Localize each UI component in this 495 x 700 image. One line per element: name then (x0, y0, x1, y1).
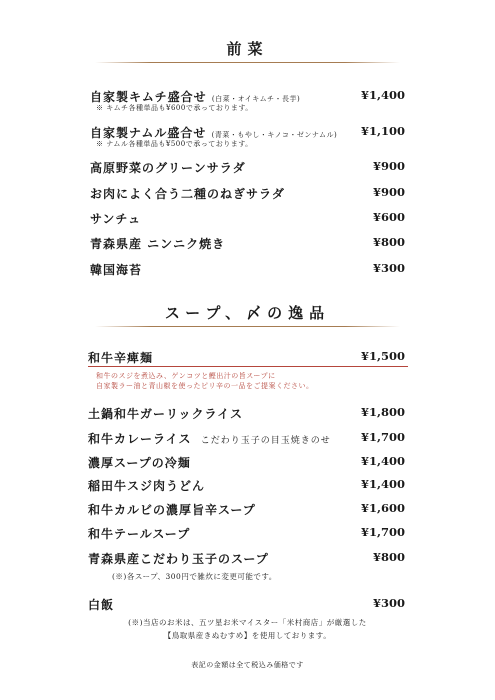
item-price: ¥1,800 (360, 405, 405, 419)
menu-item-name: 稲田牛スジ肉うどん (88, 479, 206, 493)
menu-item-name: 土鍋和牛ガーリックライス (88, 407, 244, 421)
menu-item-name: 青森県産こだわり玉子のスープ (88, 552, 269, 566)
menu-item-name: 濃厚スープの冷麺 (88, 456, 191, 470)
item-note: ※ ナムル各種単品も¥500で承っております。 (96, 140, 253, 148)
item-name-text: 自家製ナムル盛合せ (90, 126, 207, 140)
item-price: ¥1,400 (360, 477, 405, 491)
rice-price: ¥300 (372, 596, 405, 610)
soup-note: (※)各スープ、300円で雑炊に変更可能です。 (112, 572, 277, 581)
menu-item-name: 和牛テールスープ (88, 527, 191, 541)
item-name-text: 和牛カレーライス (88, 432, 192, 446)
featured-description: 和牛のスジを煮込み、ゲンコツと鰹出汁の旨スープに (96, 372, 276, 380)
menu-item-name: お肉によく合う二種のねぎサラダ (90, 187, 285, 201)
item-sub-text: (青菜・もやし・キノコ・ゼンナムル) (211, 131, 338, 139)
menu-item-name (88, 430, 331, 447)
item-price: ¥600 (372, 210, 405, 224)
menu-item-name: 青森県産 ニンニク焼き (90, 237, 226, 251)
item-price: ¥800 (372, 235, 405, 249)
featured-underline (88, 366, 408, 367)
item-name-text: 自家製キムチ盛合せ (90, 90, 207, 104)
featured-item-price: ¥1,500 (360, 349, 405, 363)
section-title-appetizers: 前菜 (226, 40, 269, 58)
menu-item-name: 和牛カルビの濃厚旨辛スープ (88, 503, 256, 517)
menu-item-name: 高原野菜のグリーンサラダ (90, 161, 246, 175)
item-sub-text: こだわり玉子の目玉焼きのせ (200, 436, 331, 446)
section-divider (95, 326, 400, 327)
section-title-soups: スープ、〆の逸品 (164, 304, 331, 322)
item-price: ¥300 (372, 261, 405, 275)
rice-note: (※)当店のお米は、五ツ星お米マイスター「米村商店」が厳選した (128, 618, 367, 627)
rice-name: 白飯 (88, 598, 115, 612)
item-price: ¥1,400 (360, 454, 405, 468)
footer-tax-note: 表記の金額は全て税込み価格です (191, 661, 304, 669)
item-price: ¥1,400 (360, 88, 405, 102)
item-sub-text: (白菜・オイキムチ・長芋) (211, 95, 301, 103)
item-note: ※ キムチ各種単品も¥600で承っております。 (96, 104, 253, 112)
featured-description: 自家製ラー油と青山椒を使ったピリ辛の一品をご提案ください。 (96, 382, 314, 390)
item-price: ¥900 (372, 159, 405, 173)
section-divider (95, 62, 400, 63)
menu-item-name: サンチュ (90, 212, 142, 226)
item-price: ¥800 (372, 550, 405, 564)
item-price: ¥1,600 (360, 501, 405, 515)
item-price: ¥1,700 (360, 430, 405, 444)
item-price: ¥1,100 (360, 124, 405, 138)
item-price: ¥1,700 (360, 525, 405, 539)
rice-note: 【鳥取県産きぬむすめ】を使用しております。 (163, 631, 332, 640)
featured-item-name: 和牛辛痺麺 (88, 351, 154, 365)
menu-item-name: 韓国海苔 (90, 263, 143, 277)
item-price: ¥900 (372, 185, 405, 199)
